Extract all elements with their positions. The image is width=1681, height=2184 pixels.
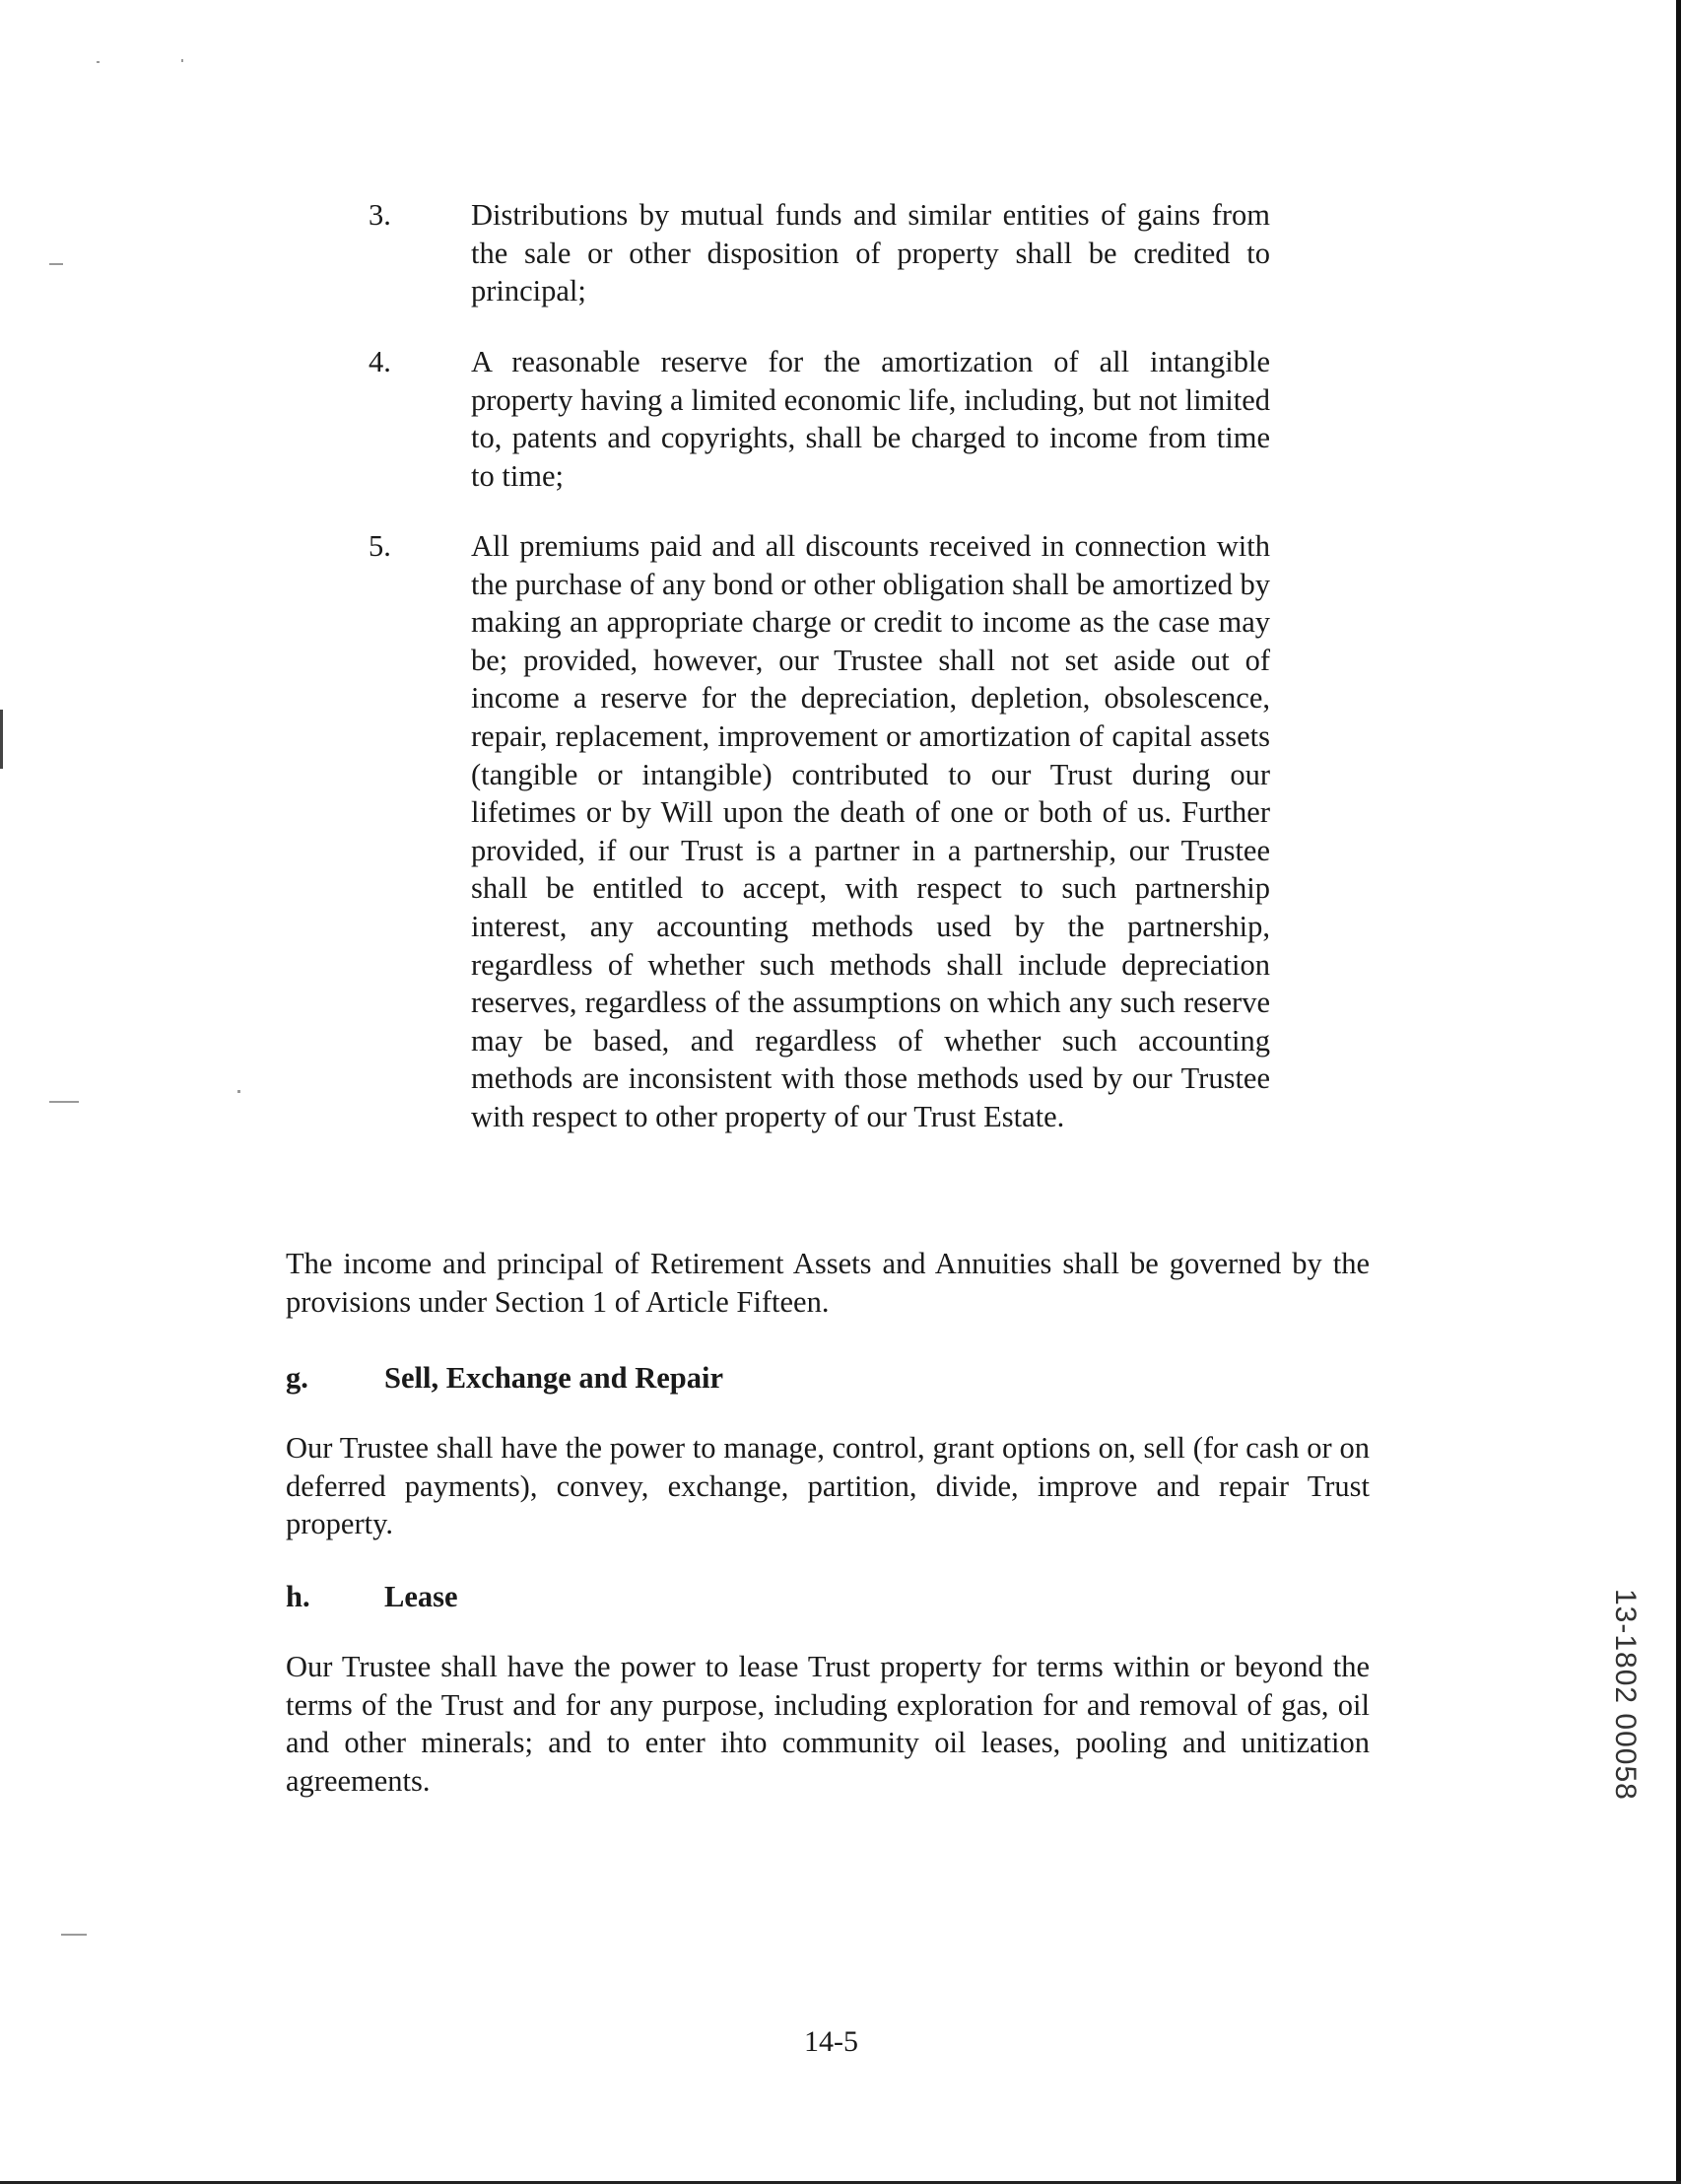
scan-speck xyxy=(181,59,183,62)
scan-edge-mark xyxy=(0,710,3,769)
bates-number: 13-1802 00058 xyxy=(1609,1589,1642,1801)
scan-speck xyxy=(49,1101,79,1103)
section-letter: h. xyxy=(286,1580,310,1613)
section-letter: g. xyxy=(286,1361,308,1395)
scan-speck xyxy=(61,1934,87,1936)
list-item-number: 5. xyxy=(369,529,391,563)
scan-edge-line xyxy=(1676,0,1681,2184)
section-title: Sell, Exchange and Repair xyxy=(384,1361,724,1395)
list-item-text: All premiums paid and all discounts received in connection with the purchase of any bond or other obligation shall be amortized by making an appropriate charge or credit to income as the case may be; provided, however, our Trustee shall not set aside out of income a reserve for the depreciation, depletion, obsolescence, repair, replacement, improvement or amortization of capital assets (tangible or intangible) contributed to our Trust during our lifetimes or by Will upon the death of one or both of us. Further provided, if our Trust is a partner in a partnership, our Trustee shall be entitled to accept, with respect to such partnership interest, any accounting methods used by the partnership, regardless of whether such methods shall include depreciation reserves, regardless of the assumptions on which any such reserve may be based, and regardless of whether such accounting methods are inconsistent with those methods used by our Trustee with respect to other property of our Trust Estate. xyxy=(471,529,1270,1133)
scan-speck xyxy=(97,61,100,63)
section-title: Lease xyxy=(384,1580,458,1613)
list-item-number: 3. xyxy=(369,198,391,232)
scan-speck xyxy=(237,1090,240,1093)
retirement-assets-paragraph: The income and principal of Retirement Assets and Annuities shall be governed by the provisions under Section 1 of Article Fifteen. xyxy=(286,1247,1370,1319)
list-item-text: Distributions by mutual funds and similar entities of gains from the sale or other disposition of property shall be credited to principal; xyxy=(471,198,1270,308)
list-item-number: 4. xyxy=(369,345,391,378)
section-h-body: Our Trustee shall have the power to lease Trust property for terms within or beyond the terms of the Trust and for any purpose, including exploration for and removal of gas, oil and other minerals; and to enter ihto community oil leases, pooling and unitization agreements. xyxy=(286,1650,1370,1798)
scan-speck xyxy=(49,263,63,265)
bates-stamp xyxy=(1610,1589,1649,1855)
section-heading-g xyxy=(286,1359,723,1398)
list-item-text: A reasonable reserve for the amortization of all intangible property having a limited economic life, including, but not limited to, patents and copyrights, shall be charged to income from time to time; xyxy=(471,345,1270,493)
page-number: 14-5 xyxy=(804,2025,858,2058)
section-heading-h xyxy=(286,1578,458,1616)
section-g-body: Our Trustee shall have the power to manage, control, grant options on, sell (for cash or on deferred payments), convey, exchange, partition, divide, improve and repair Trust property. xyxy=(286,1431,1370,1541)
